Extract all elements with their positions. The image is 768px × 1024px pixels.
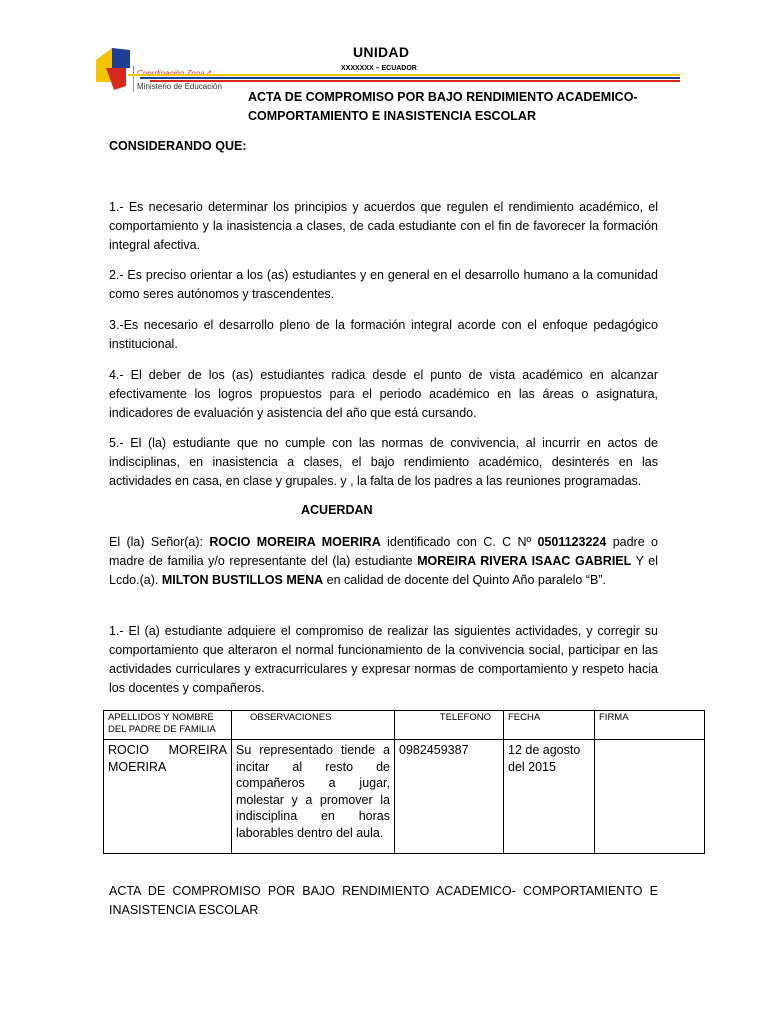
header-signature: FIRMA [595,711,705,740]
teacher-name: MILTON BUSTILLOS MENA [161,573,324,587]
considerando-item-4: 4.- El deber de los (as) estudiantes radica desde el punto de vista académico en alcanzar efectivamente los logros propuestos para el periodo académico en las áreas o asignatura, indicadores de evaluación y asistencia del año que está cursando. [109,368,658,420]
logo-line-2: Ministerio de Educación [137,82,222,91]
header-observations: OBSERVACIONES [232,711,395,740]
commitment-paragraph: 1.- El (a) estudiante adquiere el compromiso de realizar las siguientes actividades, y corregir su comportamiento que alteraron el normal funcionamiento de la convivencia social, participar en las actividades curriculares y extracurriculares y expresar normas de comportamiento y respeto hacia los docentes y compañeros. [109,624,658,695]
considerando-heading: CONSIDERANDO QUE: [109,139,247,153]
logo-blue-shape [112,48,130,68]
considerando-item-5: 5.- El (la) estudiante que no cumple con las normas de convivencia, al incurrir en actos de indisciplinas, en inasistencia a clases, el bajo rendimiento académico, desinterés en las actividades en casa, en clase y grupales. y , la falta de los padres a las reuniones programadas. [109,436,658,488]
acuerdan-heading: ACUERDAN [301,503,373,517]
student-name: MOREIRA RIVERA ISAAC GABRIEL [417,554,632,568]
header-date: FECHA [504,711,595,740]
document-title-line-2: COMPORTAMIENTO E INASISTENCIA ESCOLAR [248,109,536,123]
considerando-item-2: 2.- Es preciso orientar a los (as) estudiantes y en general en el desarrollo humano a la comunidad como seres autónomos y trascendentes. [109,268,658,301]
header-phone: TELEFONO [395,711,504,740]
logo-divider [133,66,134,92]
header-parent-name: APELLIDOS Y NOMBRE DEL PADRE DE FAMILIA [104,711,232,740]
document-title [248,88,668,126]
considerando-item-1: 1.- Es necesario determinar los principios y acuerdos que regulen el rendimiento académico, el comportamiento y la inasistencia a clases, de cada estudiante con el fin de favorecer la formación integral afectiva. [109,200,658,252]
footer-title: ACTA DE COMPROMISO POR BAJO RENDIMIENTO ACADEMICO- COMPORTAMIENTO E INASISTENCIA ESCOLAR [109,884,658,917]
table-row [104,740,705,854]
agreement-text-3: padre o madre de familia y/o representante del (la) estudiante [109,535,658,568]
commitment-table [103,710,705,854]
agreement-text-2: identificado con C. C Nº [380,535,538,549]
agreement-paragraph [109,533,658,590]
cell-signature [595,740,705,854]
header-title: UNIDAD [353,44,410,60]
table-header-row [104,711,705,740]
cell-observation: Su representado tiende a incitar al resto de compañeros a jugar, molestar y a promover la indisciplina en horas laborables dentro del aula. [232,740,395,854]
agreement-text-1: El (la) Señor(a): [109,535,210,549]
cell-phone: 0982459387 [395,740,504,854]
header-stripe-blue [140,77,680,79]
agreement-text-5: en calidad de docente del Quinto Año paralelo “B”. [323,573,606,587]
cell-parent-name: ROCIO MOREIRA MOERIRA [104,740,232,854]
header-stripe-red [150,80,680,82]
header-stripe-yellow [128,74,680,76]
considerando-item-3: 3.-Es necesario el desarrollo pleno de la formación integral acorde con el enfoque pedagógico institucional. [109,318,658,351]
cell-date: 12 de agosto del 2015 [504,740,595,854]
header-subtitle: XXXXXXX – ECUADOR [341,65,417,72]
cedula-number: 0501123224 [537,535,607,549]
agreement-text-4: Y el Lcdo.(a). [109,554,658,587]
representative-name: ROCIO MOREIRA MOERIRA [209,535,381,549]
document-title-line-1: ACTA DE COMPROMISO POR BAJO RENDIMIENTO ACADEMICO- [248,90,638,104]
